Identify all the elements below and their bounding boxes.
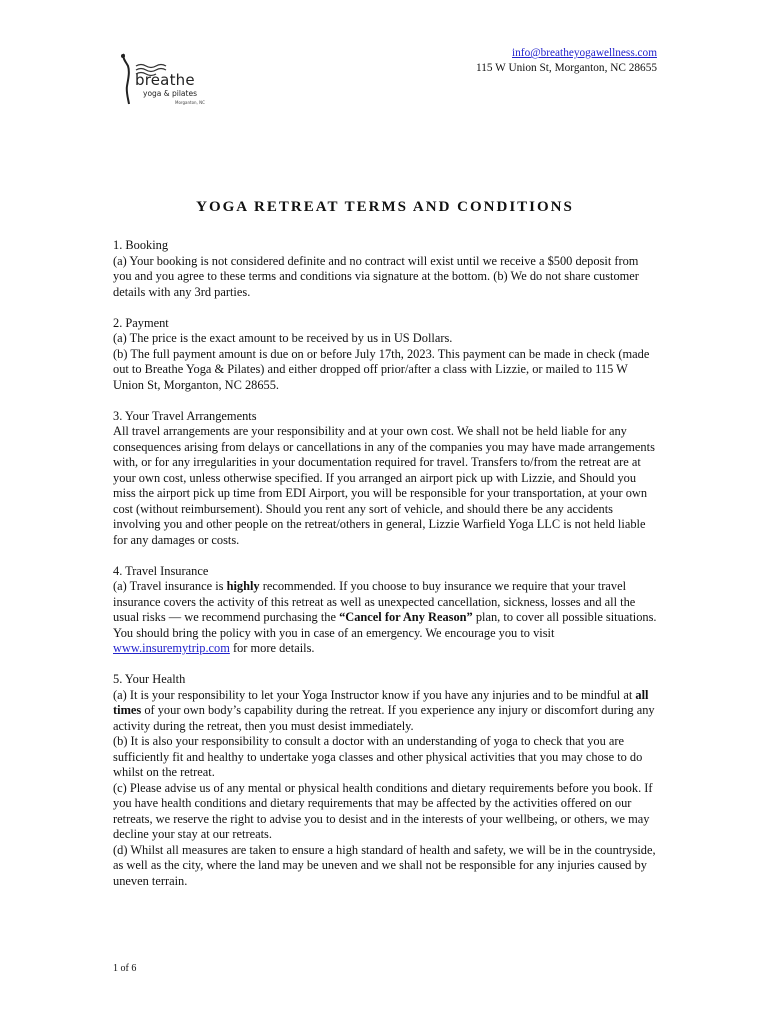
health-clause-c: (c) Please advise us of any mental or physical health conditions and dietary requirements before you book. If you have health conditions and dietary requirements that may be affected by the activities offered on our retreats, we reserve the right to advise you to desist and in the interests of your wellbeing, or others, we may decline your stay at our retreats. (113, 780, 653, 841)
logo-place: Morganton, NC (175, 100, 205, 105)
insurance-a-bold: highly (226, 579, 260, 593)
health-clause-d: (d) Whilst all measures are taken to ensure a high standard of health and safety, we will be in the countryside, as well as the city, where the land may be uneven and we shall not be responsible for any injuries caused by uneven terrain. (113, 842, 656, 888)
health-a-bold: all times (113, 687, 649, 717)
page-title: YOGA RETREAT TERMS AND CONDITIONS (196, 199, 574, 215)
health-a-pre: (a) It is your responsibility to let your Yoga Instructor know if you have any injuries and to be mindful at (113, 687, 636, 702)
insurance-a-mid: recommended. If you choose to buy insurance we require that your travel insurance covers the activity of this retreat as well as unexpected cancellation, sickness, losses and all the usual risks — we recommend purchasing the (113, 579, 636, 624)
email-link[interactable]: info@breatheyogawellness.com (512, 47, 657, 59)
page-number: 1 of 6 (113, 963, 137, 974)
breathe-logo (118, 52, 218, 112)
section-heading: 2. Payment (113, 315, 169, 330)
section-payment (113, 316, 658, 394)
terms-body (113, 238, 658, 905)
section-heading: 3. Your Travel Arrangements (113, 408, 257, 423)
payment-clause-a: (a) The price is the exact amount to be received by us in US Dollars. (113, 331, 453, 345)
section-health (113, 672, 658, 889)
booking-text: (a) Your booking is not considered definite and no contract will exist until we receive a $500 deposit from you and you agree to these terms and conditions via signature at the bottom. (b) We do not share customer details with any 3rd parties. (113, 253, 639, 299)
section-booking (113, 238, 658, 300)
health-a-end: of your own body’s capability during the retreat. If you experience any injury or discomfort during any activity during the retreat, then you must desist immediately. (113, 703, 655, 733)
section-heading: 4. Travel Insurance (113, 563, 209, 578)
health-clause-a (113, 688, 658, 735)
health-clause-b: (b) It is also your responsibility to consult a doctor with an understanding of yoga to check that you are sufficiently fit and healthy to undertake yoga classes and other physical activities that you may chose to do whilst on the retreat. (113, 734, 643, 779)
insurance-a-pre: (a) Travel insurance is (113, 579, 227, 593)
logo-brand-text: breathe (135, 71, 195, 89)
insurance-a-quote: “Cancel for Any Reason” (339, 610, 473, 624)
payment-clause-b: (b) The full payment amount is due on or before July 17th, 2023. This payment can be made in check (made out to Breathe Yoga & Pilates) and either dropped off prior/after a class with Lizzie, or mailed to 115 W Union St, Morganton, NC 28655. (113, 346, 650, 392)
logo-subtitle: yoga & pilates (143, 89, 197, 98)
section-travel (113, 409, 658, 549)
insurance-clause-a (113, 579, 658, 657)
section-heading: 5. Your Health (113, 672, 186, 686)
address: 115 W Union St, Morganton, NC 28655 (476, 62, 657, 74)
insurance-link[interactable]: www.insuremytrip.com (113, 641, 230, 655)
travel-text: All travel arrangements are your responsibility and at your own cost. We shall not be held liable for any consequences arising from delays or cancellations in any of the companies you may have made arrangements with, or for any irregularities in your documentation required for travel. Transfers to/from the retreat are at your own cost, unless otherwise specified. If you arranged an airport pick up with Lizzie, and Should you miss the airport pick up time from EDI Airport, you will be responsible for your transportation, at your own cost (without reimbursement). Should you rent any sort of vehicle, and should there be any accidents involving you and other people on the retreat/others in general, Lizzie Warfield Yoga LLC is not held liable for any damages or costs. (113, 424, 655, 547)
section-heading: 1. Booking (113, 238, 169, 252)
insurance-a-end: for more details. (229, 641, 315, 655)
insurance-a-mid2: plan, to cover all possible situations. You should bring the policy with you in case of an emergency. We encourage you to visit (113, 610, 657, 640)
section-insurance (113, 564, 658, 657)
contact-block (476, 46, 657, 76)
